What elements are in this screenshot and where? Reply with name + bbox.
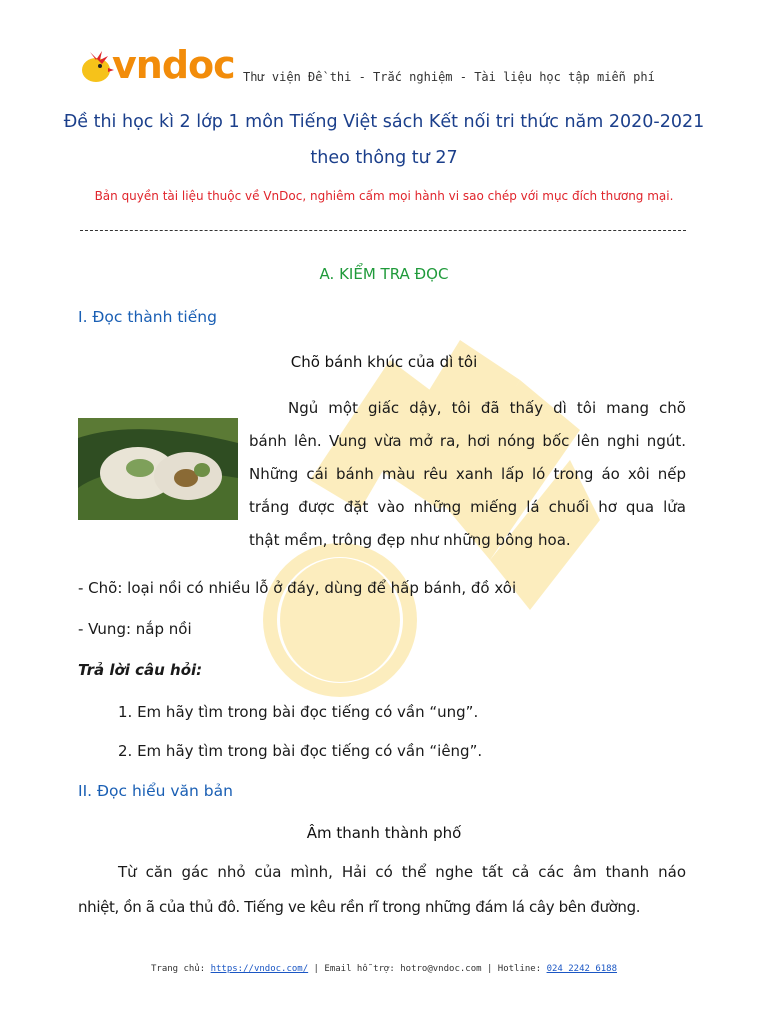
part2-heading: II. Đọc hiểu văn bản bbox=[78, 782, 233, 800]
logo-wordmark: vndoc bbox=[112, 43, 235, 87]
part1-paragraph-line: trắng được đặt vào những miếng lá chuối hơ qua lửa bbox=[249, 498, 686, 516]
header-tagline: Thư viện Đề thi - Trắc nghiệm - Tài liệu học tập miễn phí bbox=[243, 70, 655, 84]
rooster-icon bbox=[78, 46, 114, 86]
gloss-cho: - Chõ: loại nồi có nhiều lỗ ở đáy, dùng để hấp bánh, đồ xôi bbox=[78, 579, 517, 597]
footer-home-label: Trang chủ: bbox=[150, 964, 211, 974]
banh-khuc-photo bbox=[78, 418, 238, 520]
part2-paragraph-line: nhiệt, ồn ã của thủ đô. Tiếng ve kêu rền rĩ trong những đám lá cây bên đường. bbox=[78, 898, 641, 916]
footer-email-label: | Email hỗ trợ: hotro@vndoc.com | Hotline: bbox=[308, 964, 547, 974]
document-title-line2: theo thông tư 27 bbox=[310, 148, 458, 168]
part2-story-title: Âm thanh thành phố bbox=[306, 824, 462, 842]
part1-story-title: Chõ bánh khúc của dì tôi bbox=[290, 353, 478, 371]
questions-label: Trả lời câu hỏi: bbox=[78, 661, 203, 679]
gloss-vung: - Vung: nắp nồi bbox=[78, 620, 192, 638]
copyright-notice: Bản quyền tài liệu thuộc về VnDoc, nghiêm cấm mọi hành vi sao chép với mục đích thương mại. bbox=[94, 189, 674, 203]
part1-heading: I. Đọc thành tiếng bbox=[78, 308, 217, 326]
section-divider bbox=[80, 230, 686, 231]
part1-paragraph-line: bánh lên. Vung vừa mở ra, hơi nóng bốc lên nghi ngút. bbox=[249, 432, 686, 450]
page-footer bbox=[40, 964, 728, 974]
footer-home-link[interactable]: https://vndoc.com/ bbox=[210, 964, 309, 974]
part2-paragraph-line: Từ căn gác nhỏ của mình, Hải có thể nghe tất cả các âm thanh náo bbox=[118, 863, 686, 881]
part1-paragraph-line: thật mềm, trông đẹp như những bông hoa. bbox=[249, 531, 571, 549]
vndoc-logo[interactable] bbox=[78, 43, 235, 87]
part1-paragraph-line: Những cái bánh màu rêu xanh lấp ló trong áo xôi nếp bbox=[249, 465, 686, 483]
question-1: 1. Em hãy tìm trong bài đọc tiếng có vần “ung”. bbox=[118, 703, 479, 721]
document-title-line1: Đề thi học kì 2 lớp 1 môn Tiếng Việt sách Kết nối tri thức năm 2020-2021 bbox=[63, 112, 705, 132]
question-2: 2. Em hãy tìm trong bài đọc tiếng có vần “iêng”. bbox=[118, 742, 483, 760]
section-a-heading: A. KIỂM TRA ĐỌC bbox=[319, 265, 449, 283]
footer-hotline-link[interactable]: 024 2242 6188 bbox=[546, 964, 618, 974]
part1-paragraph-line: Ngủ một giấc dậy, tôi đã thấy dì tôi mang chõ bbox=[288, 399, 686, 417]
